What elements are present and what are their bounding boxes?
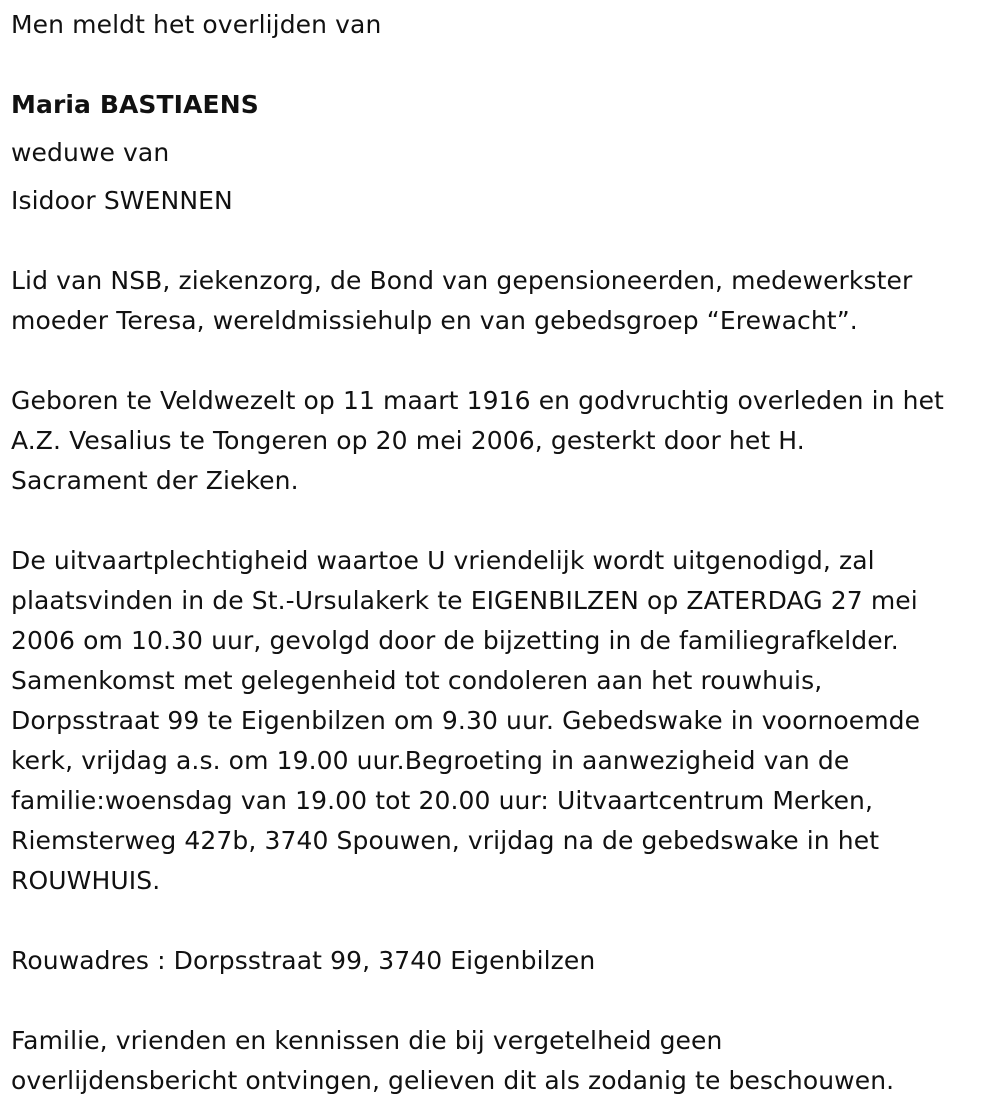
ceremony-line: Samenkomst met gelegenheid tot condoleren aan het rouwhuis, bbox=[11, 666, 823, 695]
birth-death-line: Sacrament der Zieken. bbox=[11, 466, 299, 495]
ceremony-line: Riemsterweg 427b, 3740 Spouwen, vrijdag na de gebedswake in het bbox=[11, 826, 880, 855]
birth-death-line: Geboren te Veldwezelt op 11 maart 1916 en godvruchtig overleden in het bbox=[11, 386, 944, 415]
birth-death-line: A.Z. Vesalius te Tongeren op 20 mei 2006, gesterkt door het H. bbox=[11, 426, 805, 455]
ceremony-line: familie:woensdag van 19.00 tot 20.00 uur: Uitvaartcentrum Merken, bbox=[11, 786, 874, 815]
closing-line: Familie, vrienden en kennissen die bij vergetelheid geen bbox=[11, 1026, 723, 1055]
membership-line: moeder Teresa, wereldmissiehulp en van gebedsgroep “Erewacht”. bbox=[11, 306, 858, 335]
mourning-address: Rouwadres : Dorpsstraat 99, 3740 Eigenbilzen bbox=[11, 946, 596, 975]
ceremony-line: 2006 om 10.30 uur, gevolgd door de bijzetting in de familiegrafkelder. bbox=[11, 626, 899, 655]
membership-line: Lid van NSB, ziekenzorg, de Bond van gepensioneerden, medewerkster bbox=[11, 266, 913, 295]
relation-line: weduwe van bbox=[11, 138, 170, 167]
ceremony-line: kerk, vrijdag a.s. om 19.00 uur.Begroeting in aanwezigheid van de bbox=[11, 746, 850, 775]
ceremony-line: De uitvaartplechtigheid waartoe U vriendelijk wordt uitgenodigd, zal bbox=[11, 546, 875, 575]
deceased-name: Maria BASTIAENS bbox=[11, 90, 259, 119]
ceremony-line: ROUWHUIS. bbox=[11, 866, 161, 895]
intro-line: Men meldt het overlijden van bbox=[11, 10, 382, 39]
closing-line: overlijdensbericht ontvingen, gelieven dit als zodanig te beschouwen. bbox=[11, 1066, 895, 1095]
ceremony-line: plaatsvinden in de St.-Ursulakerk te EIGENBILZEN op ZATERDAG 27 mei bbox=[11, 586, 918, 615]
ceremony-line: Dorpsstraat 99 te Eigenbilzen om 9.30 uur. Gebedswake in voornoemde bbox=[11, 706, 921, 735]
spouse-name: Isidoor SWENNEN bbox=[11, 186, 233, 215]
